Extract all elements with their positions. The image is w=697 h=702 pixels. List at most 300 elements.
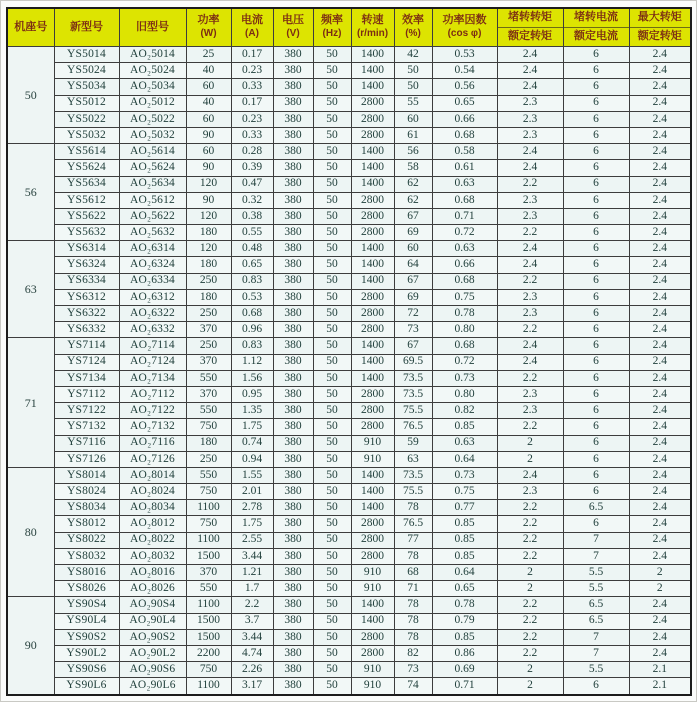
cell-torque-ratio: 2.4	[497, 257, 563, 273]
cell-speed: 2800	[351, 225, 394, 241]
cell-frequency: 50	[313, 79, 351, 95]
cell-voltage: 380	[273, 176, 313, 192]
cell-power: 750	[186, 419, 231, 435]
cell-torque-ratio: 2.2	[497, 273, 563, 289]
cell-current-ratio: 6	[563, 354, 629, 370]
cell-current-ratio: 6	[563, 516, 629, 532]
cell-torque-ratio: 2.2	[497, 176, 563, 192]
cell-current: 0.17	[231, 95, 273, 111]
cell-power: 40	[186, 95, 231, 111]
cell-voltage: 380	[273, 111, 313, 127]
cell-speed: 2800	[351, 419, 394, 435]
cell-current-ratio: 6	[563, 144, 629, 160]
table-row	[7, 225, 691, 241]
cell-power: 550	[186, 467, 231, 483]
cell-torque-ratio: 2.2	[497, 597, 563, 613]
header-label: 转速	[361, 14, 384, 27]
table-row	[7, 532, 691, 548]
table-row	[7, 241, 691, 257]
cell-current: 3.44	[231, 629, 273, 645]
cell-speed: 1400	[351, 613, 394, 629]
cell-new-model: YS7114	[54, 338, 119, 354]
cell-power-factor: 0.71	[432, 208, 497, 224]
cell-current: 0.68	[231, 306, 273, 322]
cell-current: 0.39	[231, 160, 273, 176]
header-label: 功率	[197, 14, 220, 27]
cell-max-torque: 2.4	[629, 386, 691, 402]
header-label: 频率	[321, 14, 343, 27]
cell-old-model: AO₂5614	[119, 144, 186, 160]
cell-voltage: 380	[273, 500, 313, 516]
cell-current-ratio: 6	[563, 435, 629, 451]
cell-current-ratio: 6	[563, 241, 629, 257]
cell-current: 0.17	[231, 47, 273, 63]
cell-torque-ratio: 2.4	[497, 79, 563, 95]
cell-speed: 2800	[351, 127, 394, 143]
col-header-power-factor	[432, 8, 497, 47]
cell-power: 120	[186, 208, 231, 224]
cell-voltage: 380	[273, 386, 313, 402]
table-row	[7, 47, 691, 63]
cell-current-ratio: 6	[563, 257, 629, 273]
frame-size-cell: 50	[7, 47, 54, 144]
cell-frequency: 50	[313, 208, 351, 224]
cell-max-torque: 2.4	[629, 63, 691, 79]
col-header-old-model	[119, 8, 186, 47]
cell-voltage: 380	[273, 597, 313, 613]
header-unit: (cos φ)	[447, 28, 482, 40]
cell-frequency: 50	[313, 516, 351, 532]
cell-new-model: YS5032	[54, 127, 119, 143]
cell-power-factor: 0.85	[432, 532, 497, 548]
numerator-label: 堵转转矩	[498, 10, 563, 28]
cell-power-factor: 0.58	[432, 144, 497, 160]
cell-current-ratio: 7	[563, 548, 629, 564]
cell-new-model: YS8022	[54, 532, 119, 548]
cell-torque-ratio: 2.4	[497, 47, 563, 63]
cell-frequency: 50	[313, 678, 351, 695]
cell-voltage: 380	[273, 613, 313, 629]
cell-max-torque: 2.4	[629, 613, 691, 629]
cell-speed: 910	[351, 435, 394, 451]
cell-voltage: 380	[273, 160, 313, 176]
cell-new-model: YS8024	[54, 484, 119, 500]
cell-current: 2.26	[231, 662, 273, 678]
cell-new-model: YS90S2	[54, 629, 119, 645]
cell-current-ratio: 7	[563, 645, 629, 661]
table-row	[7, 645, 691, 661]
cell-current: 1.35	[231, 403, 273, 419]
cell-current-ratio: 5.5	[563, 565, 629, 581]
cell-current: 0.96	[231, 322, 273, 338]
cell-new-model: YS5014	[54, 47, 119, 63]
table-row	[7, 176, 691, 192]
cell-speed: 1400	[351, 467, 394, 483]
cell-frequency: 50	[313, 289, 351, 305]
cell-max-torque: 2.4	[629, 225, 691, 241]
cell-voltage: 380	[273, 208, 313, 224]
cell-old-model: AO₂8022	[119, 532, 186, 548]
cell-power: 90	[186, 192, 231, 208]
cell-power: 750	[186, 484, 231, 500]
cell-old-model: AO₂5014	[119, 47, 186, 63]
cell-frequency: 50	[313, 241, 351, 257]
cell-current-ratio: 6	[563, 338, 629, 354]
cell-power-factor: 0.86	[432, 645, 497, 661]
cell-current-ratio: 6	[563, 208, 629, 224]
cell-max-torque: 2.4	[629, 370, 691, 386]
cell-old-model: AO₂7122	[119, 403, 186, 419]
cell-frequency: 50	[313, 338, 351, 354]
cell-torque-ratio: 2	[497, 662, 563, 678]
cell-frequency: 50	[313, 548, 351, 564]
cell-power-factor: 0.73	[432, 370, 497, 386]
cell-speed: 2800	[351, 322, 394, 338]
frame-size-cell: 90	[7, 597, 54, 695]
table-row	[7, 257, 691, 273]
cell-max-torque: 2.1	[629, 662, 691, 678]
cell-efficiency: 73.5	[394, 386, 432, 402]
cell-efficiency: 67	[394, 273, 432, 289]
cell-frequency: 50	[313, 192, 351, 208]
table-row	[7, 386, 691, 402]
cell-speed: 1400	[351, 63, 394, 79]
cell-torque-ratio: 2.3	[497, 95, 563, 111]
cell-frequency: 50	[313, 645, 351, 661]
cell-new-model: YS6322	[54, 306, 119, 322]
cell-new-model: YS5022	[54, 111, 119, 127]
cell-new-model: YS5624	[54, 160, 119, 176]
cell-new-model: YS6334	[54, 273, 119, 289]
cell-voltage: 380	[273, 144, 313, 160]
table-row	[7, 354, 691, 370]
cell-old-model: AO₂90S2	[119, 629, 186, 645]
cell-old-model: AO₂5622	[119, 208, 186, 224]
cell-current: 0.47	[231, 176, 273, 192]
cell-current: 1.75	[231, 419, 273, 435]
cell-current-ratio: 5.5	[563, 662, 629, 678]
cell-current-ratio: 6	[563, 160, 629, 176]
table-row	[7, 629, 691, 645]
cell-power-factor: 0.85	[432, 548, 497, 564]
table-row	[7, 662, 691, 678]
cell-max-torque: 2.4	[629, 467, 691, 483]
cell-power-factor: 0.85	[432, 629, 497, 645]
table-row	[7, 419, 691, 435]
cell-voltage: 380	[273, 47, 313, 63]
table-header	[7, 8, 691, 47]
cell-power: 180	[186, 435, 231, 451]
cell-new-model: YS7116	[54, 435, 119, 451]
cell-speed: 1400	[351, 47, 394, 63]
cell-power: 250	[186, 306, 231, 322]
cell-voltage: 380	[273, 63, 313, 79]
cell-current-ratio: 6	[563, 306, 629, 322]
cell-power: 750	[186, 516, 231, 532]
cell-speed: 2800	[351, 95, 394, 111]
cell-max-torque: 2.4	[629, 273, 691, 289]
cell-current: 0.83	[231, 273, 273, 289]
table-row	[7, 516, 691, 532]
cell-max-torque: 2.4	[629, 160, 691, 176]
cell-power: 90	[186, 160, 231, 176]
cell-new-model: YS5012	[54, 95, 119, 111]
cell-current: 0.23	[231, 111, 273, 127]
cell-efficiency: 64	[394, 257, 432, 273]
cell-frequency: 50	[313, 354, 351, 370]
cell-current-ratio: 6.5	[563, 613, 629, 629]
cell-current: 2.78	[231, 500, 273, 516]
table-row	[7, 597, 691, 613]
col-header-new-model	[54, 8, 119, 47]
cell-voltage: 380	[273, 273, 313, 289]
cell-voltage: 380	[273, 241, 313, 257]
cell-power: 250	[186, 451, 231, 467]
cell-power-factor: 0.75	[432, 484, 497, 500]
cell-old-model: AO₂7126	[119, 451, 186, 467]
cell-power: 25	[186, 47, 231, 63]
cell-frequency: 50	[313, 322, 351, 338]
cell-power: 370	[186, 386, 231, 402]
cell-power: 180	[186, 225, 231, 241]
cell-power-factor: 0.72	[432, 354, 497, 370]
cell-current-ratio: 6	[563, 192, 629, 208]
cell-old-model: AO₂90L6	[119, 678, 186, 695]
cell-speed: 1400	[351, 257, 394, 273]
cell-current: 1.7	[231, 581, 273, 597]
col-header-voltage	[273, 8, 313, 47]
cell-new-model: YS8032	[54, 548, 119, 564]
cell-current-ratio: 6	[563, 386, 629, 402]
cell-old-model: AO₂6324	[119, 257, 186, 273]
cell-power-factor: 0.54	[432, 63, 497, 79]
cell-power-factor: 0.61	[432, 160, 497, 176]
cell-max-torque: 2.4	[629, 127, 691, 143]
cell-speed: 1400	[351, 500, 394, 516]
cell-current: 0.53	[231, 289, 273, 305]
cell-power-factor: 0.80	[432, 322, 497, 338]
col-header-torque-ratio	[497, 8, 563, 47]
table-row	[7, 79, 691, 95]
frame-size-cell: 56	[7, 144, 54, 241]
cell-torque-ratio: 2.4	[497, 241, 563, 257]
table-body	[7, 47, 691, 695]
cell-power-factor: 0.69	[432, 662, 497, 678]
cell-old-model: AO₂6322	[119, 306, 186, 322]
cell-frequency: 50	[313, 63, 351, 79]
cell-current: 0.95	[231, 386, 273, 402]
table-row	[7, 370, 691, 386]
cell-new-model: YS5622	[54, 208, 119, 224]
cell-current: 1.56	[231, 370, 273, 386]
cell-power-factor: 0.63	[432, 241, 497, 257]
cell-torque-ratio: 2.4	[497, 144, 563, 160]
cell-current-ratio: 6	[563, 273, 629, 289]
cell-power-factor: 0.68	[432, 338, 497, 354]
cell-power-factor: 0.80	[432, 386, 497, 402]
cell-frequency: 50	[313, 451, 351, 467]
col-header-efficiency	[394, 8, 432, 47]
numerator-label: 堵转电流	[564, 10, 629, 28]
cell-efficiency: 73	[394, 662, 432, 678]
cell-efficiency: 68	[394, 565, 432, 581]
cell-power-factor: 0.56	[432, 79, 497, 95]
cell-speed: 2800	[351, 629, 394, 645]
cell-new-model: YS8026	[54, 581, 119, 597]
cell-torque-ratio: 2	[497, 678, 563, 695]
cell-efficiency: 73.5	[394, 467, 432, 483]
cell-current-ratio: 6	[563, 419, 629, 435]
cell-efficiency: 77	[394, 532, 432, 548]
cell-max-torque: 2.4	[629, 47, 691, 63]
cell-max-torque: 2.4	[629, 451, 691, 467]
denominator-label: 额定电流	[574, 30, 618, 42]
cell-new-model: YS7134	[54, 370, 119, 386]
cell-current: 0.74	[231, 435, 273, 451]
cell-speed: 2800	[351, 516, 394, 532]
cell-power-factor: 0.66	[432, 257, 497, 273]
col-header-frequency	[313, 8, 351, 47]
denominator-label: 额定转矩	[508, 30, 552, 42]
cell-torque-ratio: 2.4	[497, 160, 563, 176]
cell-power: 180	[186, 289, 231, 305]
header-label: 电流	[241, 14, 263, 27]
header-label: 电压	[282, 14, 304, 27]
col-header-max-torque	[629, 8, 691, 47]
cell-voltage: 380	[273, 484, 313, 500]
header-label: 旧型号	[136, 20, 169, 33]
cell-max-torque: 2.4	[629, 484, 691, 500]
cell-power: 120	[186, 176, 231, 192]
cell-old-model: AO₂5612	[119, 192, 186, 208]
cell-power: 370	[186, 354, 231, 370]
cell-current-ratio: 6	[563, 467, 629, 483]
cell-efficiency: 67	[394, 338, 432, 354]
cell-old-model: AO₂8026	[119, 581, 186, 597]
cell-torque-ratio: 2.2	[497, 322, 563, 338]
cell-power: 1100	[186, 532, 231, 548]
cell-frequency: 50	[313, 111, 351, 127]
cell-efficiency: 76.5	[394, 419, 432, 435]
cell-efficiency: 50	[394, 63, 432, 79]
cell-old-model: AO₂7114	[119, 338, 186, 354]
cell-old-model: AO₂90L4	[119, 613, 186, 629]
cell-new-model: YS5632	[54, 225, 119, 241]
cell-power: 370	[186, 322, 231, 338]
cell-new-model: YS5034	[54, 79, 119, 95]
table-row	[7, 273, 691, 289]
cell-power: 1500	[186, 548, 231, 564]
table-row	[7, 678, 691, 695]
header-label: 效率	[402, 14, 424, 27]
cell-frequency: 50	[313, 386, 351, 402]
cell-max-torque: 2.4	[629, 176, 691, 192]
cell-new-model: YS6314	[54, 241, 119, 257]
cell-frequency: 50	[313, 613, 351, 629]
cell-efficiency: 59	[394, 435, 432, 451]
cell-power: 550	[186, 581, 231, 597]
cell-frequency: 50	[313, 176, 351, 192]
cell-speed: 910	[351, 451, 394, 467]
cell-power: 60	[186, 111, 231, 127]
cell-torque-ratio: 2	[497, 565, 563, 581]
cell-max-torque: 2.4	[629, 144, 691, 160]
cell-frequency: 50	[313, 160, 351, 176]
cell-voltage: 380	[273, 289, 313, 305]
cell-speed: 1400	[351, 484, 394, 500]
cell-frequency: 50	[313, 127, 351, 143]
cell-power-factor: 0.82	[432, 403, 497, 419]
cell-max-torque: 2.4	[629, 192, 691, 208]
cell-voltage: 380	[273, 532, 313, 548]
cell-voltage: 380	[273, 79, 313, 95]
cell-max-torque: 2.4	[629, 645, 691, 661]
cell-efficiency: 73	[394, 322, 432, 338]
cell-new-model: YS7124	[54, 354, 119, 370]
cell-power: 180	[186, 257, 231, 273]
cell-current: 2.01	[231, 484, 273, 500]
cell-torque-ratio: 2.3	[497, 306, 563, 322]
cell-efficiency: 73.5	[394, 370, 432, 386]
table-row	[7, 160, 691, 176]
table-row	[7, 565, 691, 581]
cell-max-torque: 2.4	[629, 95, 691, 111]
cell-power-factor: 0.64	[432, 565, 497, 581]
cell-voltage: 380	[273, 548, 313, 564]
cell-torque-ratio: 2.2	[497, 516, 563, 532]
cell-voltage: 380	[273, 678, 313, 695]
cell-current: 0.32	[231, 192, 273, 208]
table-row	[7, 467, 691, 483]
cell-old-model: AO₂6314	[119, 241, 186, 257]
cell-current: 1.21	[231, 565, 273, 581]
cell-voltage: 380	[273, 354, 313, 370]
cell-efficiency: 71	[394, 581, 432, 597]
cell-new-model: YS90S6	[54, 662, 119, 678]
cell-frequency: 50	[313, 662, 351, 678]
cell-max-torque: 2	[629, 581, 691, 597]
cell-torque-ratio: 2.2	[497, 645, 563, 661]
cell-max-torque: 2.4	[629, 532, 691, 548]
cell-old-model: AO₂7132	[119, 419, 186, 435]
cell-efficiency: 69	[394, 289, 432, 305]
cell-max-torque: 2.4	[629, 257, 691, 273]
header-unit: (V)	[286, 28, 300, 40]
cell-new-model: YS7132	[54, 419, 119, 435]
cell-torque-ratio: 2.3	[497, 111, 563, 127]
cell-speed: 1400	[351, 79, 394, 95]
cell-speed: 2800	[351, 289, 394, 305]
cell-current: 0.94	[231, 451, 273, 467]
header-label: 机座号	[14, 20, 48, 33]
cell-frequency: 50	[313, 597, 351, 613]
table-row	[7, 306, 691, 322]
cell-max-torque: 2.4	[629, 354, 691, 370]
cell-old-model: AO₂8024	[119, 484, 186, 500]
cell-efficiency: 42	[394, 47, 432, 63]
cell-current: 0.28	[231, 144, 273, 160]
cell-current-ratio: 6	[563, 678, 629, 695]
cell-power: 1100	[186, 597, 231, 613]
cell-old-model: AO₂5624	[119, 160, 186, 176]
cell-max-torque: 2.4	[629, 241, 691, 257]
cell-efficiency: 78	[394, 597, 432, 613]
cell-power: 40	[186, 63, 231, 79]
cell-voltage: 380	[273, 257, 313, 273]
cell-voltage: 380	[273, 403, 313, 419]
cell-new-model: YS90S4	[54, 597, 119, 613]
cell-torque-ratio: 2	[497, 451, 563, 467]
